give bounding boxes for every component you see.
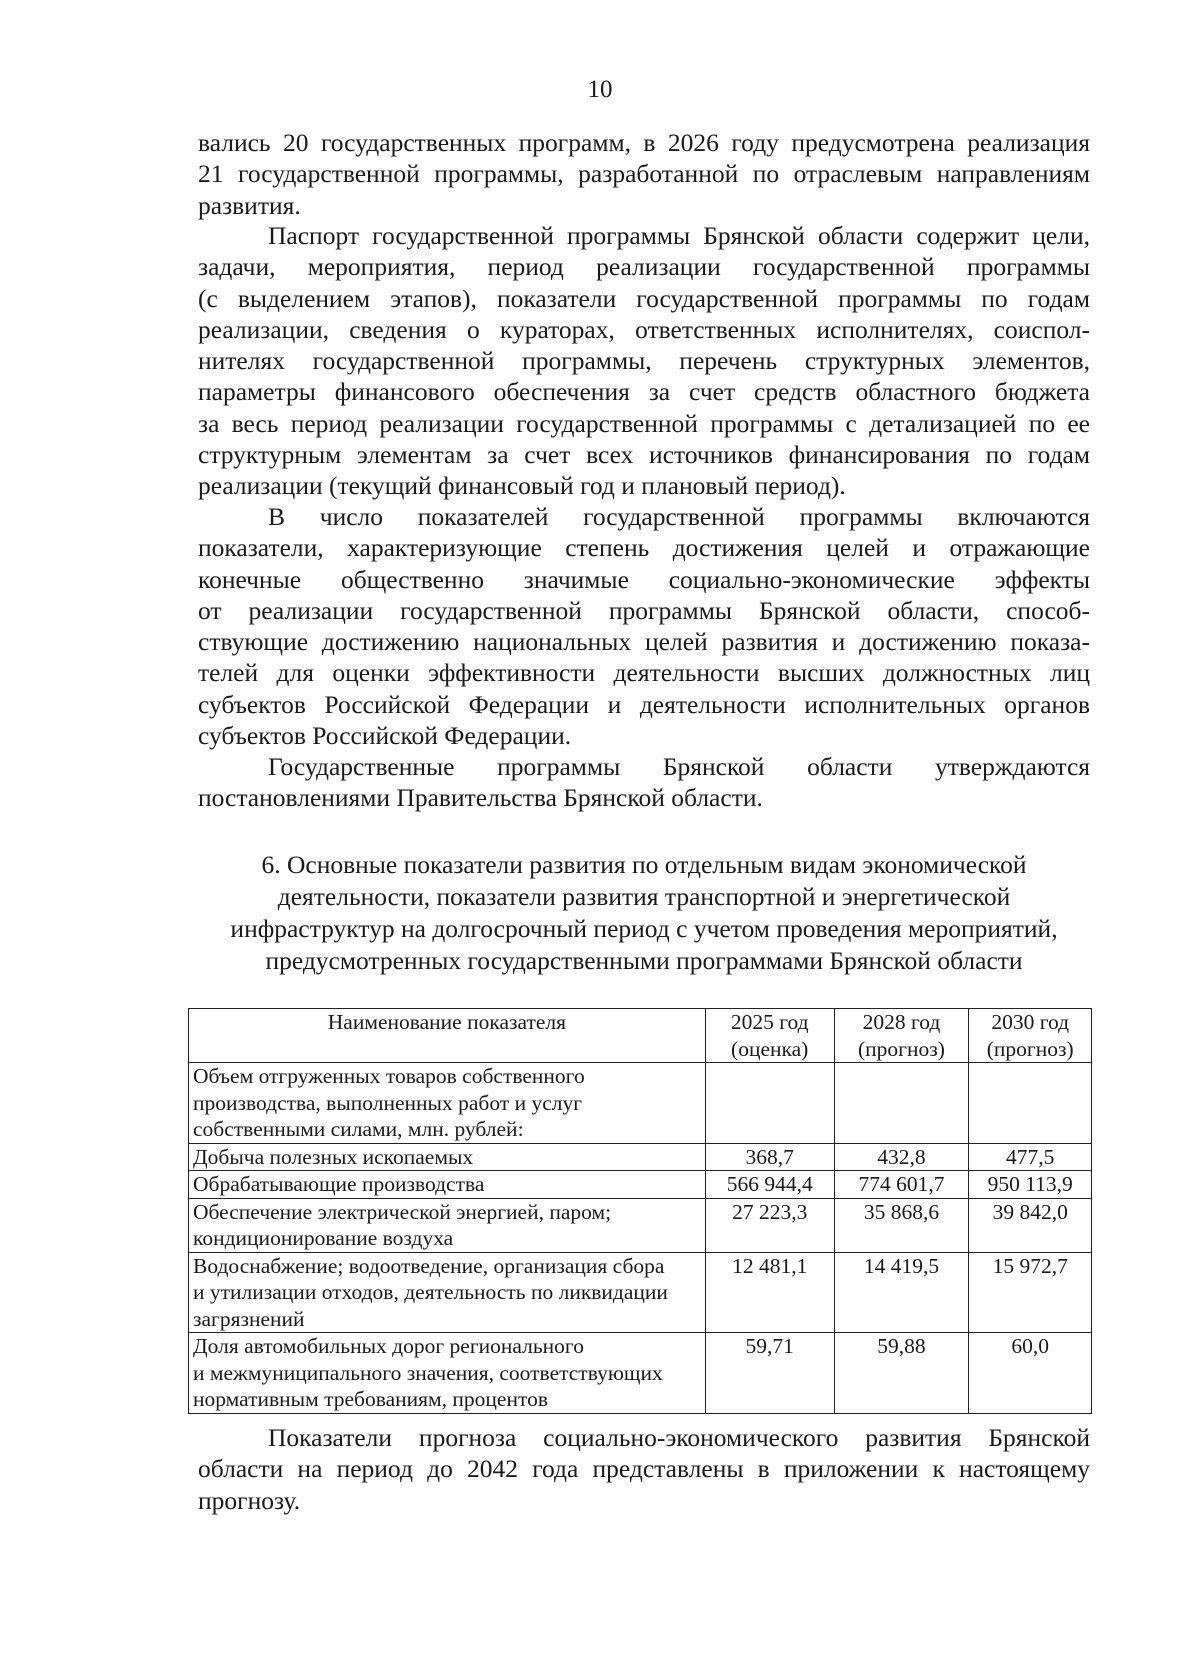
value-2025: 12 481,1 [705,1252,834,1333]
table-header-row [189,1009,1092,1063]
text-line: реализации, сведения о кураторах, ответственных исполнителях, соиспол- [198,314,1090,344]
header-text: 2025 год [730,1010,809,1034]
value-2030: 477,5 [969,1143,1092,1171]
text-line: от реализации государственной программы Брянской области, способ- [198,595,1090,625]
table-row [189,1171,1092,1199]
cell-text: собственными силами, млн. рублей: [193,1117,524,1141]
indicator-name [189,1198,706,1252]
text-line: показатели, характеризующие степень достижения целей и отражающие [198,533,1090,563]
cell-text: кондиционирование воздуха [193,1226,454,1250]
text-line: задачи, мероприятия, период реализации государственной программы [198,252,1090,282]
value-2028: 774 601,7 [834,1171,969,1199]
header-text: (прогноз) [858,1036,945,1061]
value-2028 [834,1063,969,1144]
value-2028: 14 419,5 [834,1252,969,1333]
text-line: параметры финансового обеспечения за счет средств областного бюджета [198,377,1090,407]
header-text: 2030 год [991,1010,1070,1034]
value-2028: 59,88 [834,1333,969,1414]
approval-paragraph [198,751,1090,814]
table-row [189,1252,1092,1333]
heading-line: деятельности, показатели развития транспортной и энергетической [277,882,1011,911]
text-line: структурным элементам за счет всех источников финансирования по годам [198,440,1090,470]
header-text: (прогноз) [986,1036,1074,1061]
column-header-2028 [834,1009,969,1063]
indicator-name [189,1252,706,1333]
header-text: (оценка) [731,1036,809,1061]
heading-line: предусмотренных государственными программами Брянской области [265,946,1023,975]
cell-text: Объем отгруженных товаров собственного [193,1064,585,1088]
text-line: Паспорт государственной программы Брянской области содержит цели, [268,221,1090,250]
closing-paragraph [198,1422,1090,1516]
cell-text: Добыча полезных ископаемых [193,1144,474,1169]
text-line: нителях государственной программы, перечень структурных элементов, [198,346,1090,376]
value-2030: 15 972,7 [969,1252,1092,1333]
value-2028: 432,8 [834,1143,969,1171]
column-header-2030 [969,1009,1092,1063]
text-line: области на период до 2042 года представлены в приложении к настоящему [198,1454,1090,1484]
text-line: (с выделением этапов), показатели государственной программы по годам [198,283,1090,313]
text-line: субъектов Российской Федерации. [198,721,572,751]
value-2030: 950 113,9 [969,1171,1092,1199]
text-line: постановлениями Правительства Брянской области. [198,783,763,813]
cell-text: Обрабатывающие производства [193,1172,485,1196]
cell-text: нормативным требованиям, процентов [193,1387,548,1411]
table-row [189,1143,1092,1171]
heading-line: 6. Основные показатели развития по отдельным видам экономической [261,850,1027,879]
text-line: вались 20 государственных программ, в 2026 году предусмотрена реализация [198,128,1090,157]
header-text: 2028 год [862,1010,941,1034]
value-2030: 60,0 [969,1333,1092,1414]
value-2025: 59,71 [705,1333,834,1414]
indicator-name [189,1063,706,1144]
intro-paragraph [198,127,1090,221]
text-line: за весь период реализации государственной программы с детализацией по ее [198,408,1090,438]
passport-paragraph [198,220,1090,502]
indicators-table [188,1008,1092,1414]
cell-text: Доля автомобильных дорог регионального [193,1334,584,1358]
value-2028: 35 868,6 [834,1198,969,1252]
cell-text: Водоснабжение; водоотведение, организация сбора [193,1253,665,1278]
text-line: Показатели прогноза социально-экономического развития Брянской [268,1423,1090,1452]
header-text: Наименование показателя [327,1010,567,1034]
value-2030: 39 842,0 [969,1198,1092,1252]
indicator-name [189,1333,706,1414]
table-row [189,1063,1092,1144]
indicator-name [189,1143,706,1171]
value-2025 [705,1063,834,1144]
value-2025: 566 944,4 [705,1171,834,1199]
text-line: прогнозу. [198,1485,301,1515]
text-line: реализации (текущий финансовый год и плановый период). [198,471,846,501]
cell-text: Обеспечение электрической энергией, паром; [193,1199,612,1224]
text-line: телей для оценки эффективности деятельности высших должностных лиц [198,658,1090,688]
table-row [189,1198,1092,1252]
cell-text: и утилизации отходов, деятельность по ликвидации [193,1280,668,1304]
table-row [189,1333,1092,1414]
text-line: конечные общественно значимые социально-экономические эффекты [198,564,1090,594]
text-line: Государственные программы Брянской области утверждаются [268,752,1090,781]
text-line: В число показателей государственной программы включаются [268,502,1090,531]
page-number: 10 [587,76,613,103]
text-line: 21 государственной программы, разработанной по отраслевым направлениям [198,159,1090,189]
value-2025: 27 223,3 [705,1198,834,1252]
text-line: ствующие достижению национальных целей развития и достижению показа- [198,627,1090,657]
indicator-name [189,1171,706,1199]
cell-text: и межмуниципального значения, соответствующих [193,1360,663,1385]
indicators-paragraph [198,501,1090,751]
text-line: развития. [198,190,301,220]
value-2030 [969,1063,1092,1144]
text-line: субъектов Российской Федерации и деятельности исполнительных органов [198,689,1090,719]
column-header-2025 [705,1009,834,1063]
cell-text: загрязнений [193,1306,305,1331]
heading-line: инфраструктур на долгосрочный период с учетом проведения мероприятий, [230,914,1058,943]
value-2025: 368,7 [705,1143,834,1171]
column-header-name [189,1009,706,1063]
section-heading [198,849,1090,977]
cell-text: производства, выполненных работ и услуг [193,1090,583,1115]
